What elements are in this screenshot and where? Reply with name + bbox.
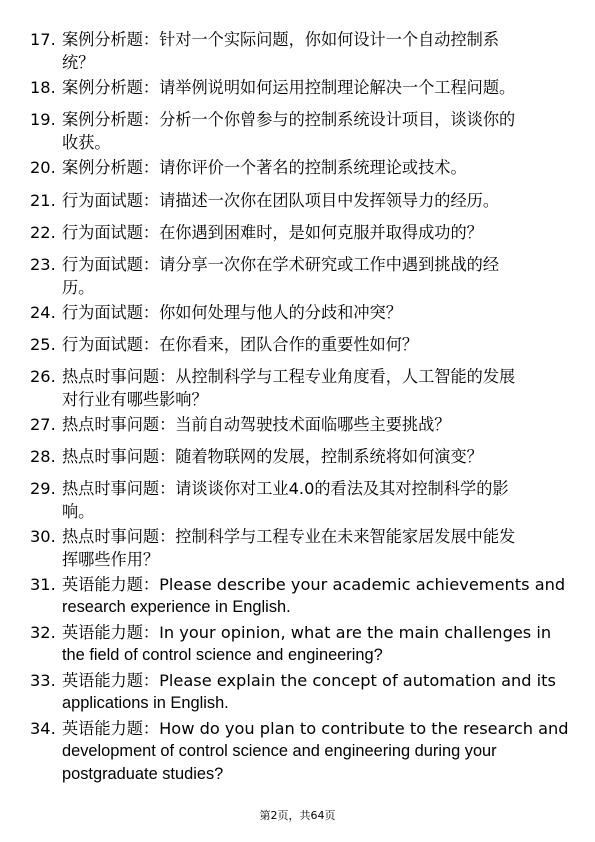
question-text-line: 对行业有哪些影响？ — [62, 390, 208, 409]
question-text-line: 英语能力题：Please describe your academic achievements and — [62, 575, 566, 594]
question-text-line: 英语能力题：In your opinion, what are the main challenges in — [62, 623, 552, 642]
question-text-line: 案例分析题：针对一个实际问题，你如何设计一个自动控制系 — [62, 30, 500, 49]
question-number: 17. — [30, 30, 56, 49]
question-number: 31. — [30, 575, 56, 594]
question-number: 20. — [30, 158, 56, 177]
question-text-line: postgraduate studies? — [62, 765, 224, 783]
question-number: 32. — [30, 623, 56, 642]
question-text-line: 热点时事问题：从控制科学与工程专业角度看，人工智能的发展 — [62, 367, 516, 386]
question-text-line: 案例分析题：分析一个你曾参与的控制系统设计项目，谈谈你的 — [62, 110, 516, 129]
question-text-line: development of control science and engineering during your — [62, 742, 497, 760]
question-text — [62, 717, 569, 786]
question-number: 24. — [30, 303, 56, 322]
question-text — [62, 253, 562, 299]
question-number: 33. — [30, 671, 56, 690]
question-text-line: 行为面试题：你如何处理与他人的分歧和冲突？ — [62, 303, 402, 322]
question-text-line: research experience in English. — [62, 598, 291, 616]
question-text — [62, 413, 562, 436]
question-text — [62, 669, 562, 715]
question-text-line: 案例分析题：请举例说明如何运用控制理论解决一个工程问题。 — [62, 78, 516, 97]
question-text-line: 英语能力题：How do you plan to contribute to the research and — [62, 719, 569, 738]
question-number: 23. — [30, 255, 56, 274]
question-text — [62, 365, 562, 411]
question-text — [62, 156, 562, 179]
question-text-line: 统？ — [62, 53, 95, 72]
question-number: 34. — [30, 719, 56, 738]
question-text — [62, 333, 562, 356]
question-text — [62, 573, 566, 619]
question-text — [62, 477, 562, 523]
question-text — [62, 189, 562, 212]
question-text — [62, 525, 562, 571]
question-text-line: 收获。 — [62, 133, 111, 152]
question-text-line: 热点时事问题：控制科学与工程专业在未来智能家居发展中能发 — [62, 527, 516, 546]
question-number: 18. — [30, 78, 56, 97]
question-text-line: 热点时事问题：随着物联网的发展，控制系统将如何演变？ — [62, 447, 483, 466]
question-text — [62, 301, 562, 324]
question-text — [62, 108, 562, 154]
question-text-line: 英语能力题：Please explain the concept of automation and its — [62, 671, 556, 690]
question-text-line: 挥哪些作用？ — [62, 550, 160, 569]
question-number: 26. — [30, 367, 56, 386]
question-text — [62, 445, 562, 468]
question-number: 29. — [30, 479, 56, 498]
question-number: 21. — [30, 191, 56, 210]
question-text-line: 行为面试题：在你遇到困难时，是如何克服并取得成功的？ — [62, 223, 483, 242]
question-text-line: the field of control science and engineering? — [62, 646, 383, 664]
question-text-line: 行为面试题：在你看来，团队合作的重要性如何？ — [62, 335, 419, 354]
question-text — [62, 621, 562, 667]
question-text — [62, 28, 562, 74]
question-text-line: 案例分析题：请你评价一个著名的控制系统理论或技术。 — [62, 158, 467, 177]
question-text-line: 行为面试题：请分享一次你在学术研究或工作中遇到挑战的经 — [62, 255, 500, 274]
question-text-line: 热点时事问题：请谈谈你对工业4.0的看法及其对控制科学的影 — [62, 479, 509, 498]
question-text-line: 响。 — [62, 502, 95, 521]
question-text — [62, 221, 562, 244]
question-text-line: applications in English. — [62, 694, 229, 712]
question-number: 30. — [30, 527, 56, 546]
question-number: 19. — [30, 110, 56, 129]
question-text-line: 历。 — [62, 278, 95, 297]
question-text-line: 热点时事问题：当前自动驾驶技术面临哪些主要挑战？ — [62, 415, 451, 434]
page-footer: 第2页，共64页 — [259, 809, 336, 822]
question-text — [62, 76, 562, 99]
question-number: 28. — [30, 447, 56, 466]
question-number: 22. — [30, 223, 56, 242]
question-text-line: 行为面试题：请描述一次你在团队项目中发挥领导力的经历。 — [62, 191, 500, 210]
question-number: 25. — [30, 335, 56, 354]
question-number: 27. — [30, 415, 56, 434]
